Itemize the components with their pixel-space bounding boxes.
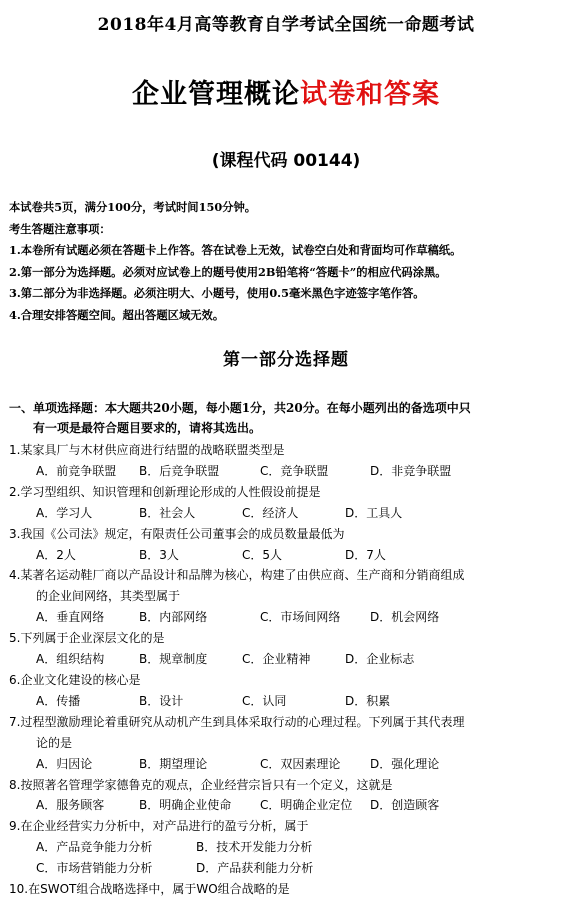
answer-option: A．服务顾客: [36, 798, 105, 813]
option-row: [9, 649, 569, 670]
paper-title: [0, 72, 572, 111]
option-row: [9, 607, 569, 628]
section-instructions: [9, 398, 565, 438]
answer-option: C．竞争联盟: [260, 463, 329, 478]
title-subject: 企业管理概论: [132, 79, 300, 110]
answer-option: D．强化理论: [370, 756, 440, 771]
answer-option: A．垂直网络: [36, 610, 105, 625]
answer-option: D．企业标志: [345, 652, 415, 667]
instructions-line-2: 有一项是最符合题目要求的，请将其选出。: [33, 421, 262, 435]
answer-option: A．学习人: [36, 505, 93, 520]
answer-option: A．2人: [36, 547, 76, 562]
answer-option: C．认同: [242, 693, 287, 708]
option-row: [9, 837, 569, 858]
answer-option: D．7人: [345, 547, 386, 562]
answer-option: D．创造顾客: [370, 798, 440, 813]
question-stem: 7.过程型激励理论着重研究从动机产生到具体采取行动的心理过程。下列属于其代表理: [9, 714, 465, 729]
answer-option: B．规章制度: [139, 652, 208, 667]
section-title: 第一部分选择题: [223, 350, 349, 370]
question-stem: 1.某家具厂与木材供应商进行结盟的战略联盟类型是: [9, 443, 285, 457]
question-stem: 8.按照著名管理学家德鲁克的观点，企业经营宗旨只有一个定义，这就是: [9, 777, 393, 792]
answer-option: A．组织结构: [36, 652, 105, 667]
instructions-line-1: 一、单项选择题：本大题共20小题，每小题1分，共20分。在每小题列出的备选项中只: [9, 401, 471, 415]
note-line: 1.本卷所有试题必须在答题卡上作答。答在试卷上无效，试卷空白处和背面均可作草稿纸。: [9, 243, 462, 257]
answer-option: D．非竞争联盟: [370, 463, 452, 478]
answer-option: C．经济人: [242, 505, 299, 520]
answer-option: B．内部网络: [139, 610, 208, 625]
answer-option: A．产品竞争能力分析: [36, 840, 153, 855]
question-stem: 6.企业文化建设的核心是: [9, 672, 141, 687]
option-row: [9, 795, 569, 816]
option-row: [9, 461, 569, 482]
answer-option: C．市场营销能力分析: [36, 861, 153, 876]
question-stem: 5.下列属于企业深层文化的是: [9, 631, 165, 646]
answer-option: C．明确企业定位: [260, 798, 353, 813]
question-stem: 9.在企业经营实力分析中，对产品进行的盈亏分析，属于: [9, 819, 309, 834]
course-code: (课程代码 00144): [211, 151, 361, 171]
note-line: 3.第二部分为非选择题。必须注明大、小题号，使用0.5毫米黑色字迹签字笔作答。: [9, 286, 425, 300]
question-stem-continued: 论的是: [36, 735, 73, 750]
answer-option: C．企业精神: [242, 652, 311, 667]
option-row: [9, 858, 569, 879]
question-stem: 3.我国《公司法》规定，有限责任公司董事会的成员数量最低为: [9, 526, 345, 541]
question-stem: 10.在SWOT组合战略选择中，属于WO组合战略的是: [9, 882, 290, 897]
answer-option: B．设计: [139, 693, 184, 708]
answer-option: B．明确企业使命: [139, 798, 232, 813]
answer-option: A．传播: [36, 693, 81, 708]
note-line: 2.第一部分为选择题。必须对应试卷上的题号使用2B铅笔将“答题卡”的相应代码涂黑。: [9, 264, 447, 279]
exam-header: 2018年4月高等教育自学考试全国统一命题考试: [97, 15, 475, 35]
title-highlight: 试卷和答案: [300, 79, 440, 110]
question-stem: 2.学习型组织、知识管理和创新理论形成的人性假设前提是: [9, 484, 321, 499]
option-row: [9, 545, 569, 566]
answer-option: B．3人: [139, 547, 179, 562]
answer-option: B．社会人: [139, 505, 196, 520]
answer-option: D．机会网络: [370, 610, 440, 625]
answer-option: B．后竞争联盟: [139, 463, 220, 478]
question-list: [9, 440, 569, 900]
answer-option: B．期望理论: [139, 756, 208, 771]
answer-option: A．归因论: [36, 756, 93, 771]
answer-option: B．技术开发能力分析: [196, 840, 313, 855]
note-line: 4.合理安排答题空间。超出答题区域无效。: [9, 307, 225, 322]
question-stem: 4.某著名运动鞋厂商以产品设计和品牌为核心，构建了由供应商、生产商和分销商组成: [9, 568, 465, 583]
answer-option: C．市场间网络: [260, 610, 341, 625]
answer-option: C．5人: [242, 547, 283, 562]
note-line: 本试卷共5页，满分100分，考试时间150分钟。: [9, 200, 257, 214]
answer-option: D．产品获利能力分析: [196, 861, 314, 876]
option-row: [9, 754, 569, 775]
answer-option: D．积累: [345, 693, 391, 708]
answer-option: C．双因素理论: [260, 756, 341, 771]
answer-option: D．工具人: [345, 505, 403, 520]
question-stem-continued: 的企业间网络，其类型属于: [36, 589, 181, 604]
option-row: [9, 691, 569, 712]
option-row: [9, 503, 569, 524]
answer-option: A．前竞争联盟: [36, 463, 117, 478]
note-line: 考生答题注意事项：: [9, 221, 111, 236]
exam-notes: [9, 197, 569, 326]
